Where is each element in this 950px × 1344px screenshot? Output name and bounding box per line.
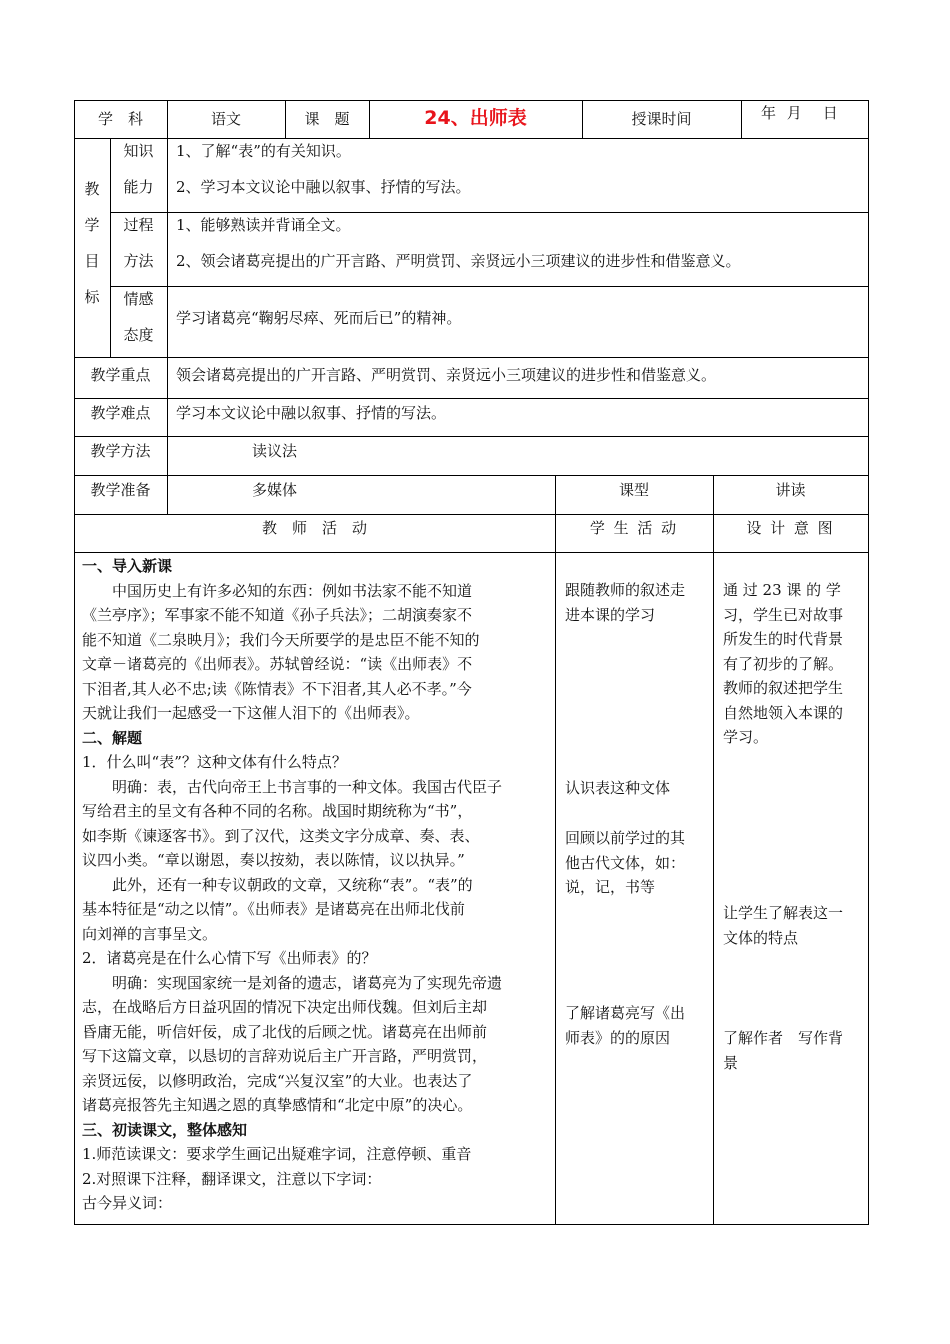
- prep-value: 多媒体: [252, 481, 298, 499]
- rule-method-bottom: [74, 475, 869, 476]
- time-value: 年 月 日: [761, 104, 841, 122]
- design-intent-block: [723, 578, 861, 750]
- rule-header-5: [741, 100, 742, 138]
- rule-goals-bottom: [74, 357, 869, 358]
- design-intent-block: [723, 901, 843, 950]
- teacher-activity-line: 中国历史上有许多必知的东西：例如书法家不能不知道: [82, 581, 473, 600]
- knowledge-label: 知识: [123, 142, 154, 160]
- method-label: 教学方法: [90, 442, 151, 460]
- goals-label-char: 教: [84, 180, 100, 198]
- cell-line: 文体的特点: [723, 928, 799, 947]
- cell-line: 了解诸葛亮写《出: [565, 1004, 686, 1022]
- teacher-activity-line: 1．什么叫“表”？这种文体有什么特点？: [82, 753, 347, 771]
- teacher-activity-line: 明确：表，古代向帝王上书言事的一种文体。我国古代臣子: [82, 777, 503, 796]
- rule-header-bottom: [74, 138, 869, 139]
- teacher-activity-line: 2.对照课下注释，翻译课文，注意以下字词：: [82, 1169, 382, 1188]
- design-intent-block: [723, 1026, 843, 1075]
- teacher-activity-line: 基本特征是“动之以情”。《出师表》是诸葛亮在出师北伐前: [82, 900, 465, 918]
- process-label: 方法: [123, 252, 154, 270]
- page-title: 24、出师表: [424, 107, 527, 129]
- teacher-activity-line: 天就让我们一起感受一下这催人泪下的《出师表》。: [82, 704, 420, 722]
- rule-prep-bottom: [74, 514, 869, 515]
- section-heading: 二、解题: [82, 728, 143, 747]
- teacher-activity-line: 写给君主的呈文有各种不同的名称。战国时期统称为“书”，: [82, 802, 473, 820]
- teacher-activity-body: [82, 554, 552, 1216]
- cell-line: 了解作者 写作背: [723, 1029, 844, 1047]
- design-intent-header: 设 计 意 图: [746, 519, 835, 537]
- rule-bottom: [74, 1224, 869, 1225]
- time-label: 授课时间: [631, 110, 692, 128]
- cell-line: 让学生了解表这一: [723, 904, 844, 922]
- emotion-label: 情感: [123, 290, 154, 308]
- student-activity-block: [565, 578, 685, 627]
- rule-col-student: [555, 475, 556, 1225]
- teacher-activity-line: 此外，还有一种专议朝政的文章，又统称“表”。“表”的: [82, 875, 473, 894]
- process-label: 过程: [123, 216, 154, 234]
- knowledge-line: 2、学习本文议论中融以叙事、抒情的写法。: [176, 178, 471, 196]
- teacher-activity-line: 2．诸葛亮是在什么心情下写《出师表》的？: [82, 949, 377, 967]
- cell-line: 景: [723, 1053, 739, 1072]
- goals-label-char: 学: [84, 216, 100, 234]
- rule-top: [74, 100, 869, 101]
- teacher-activity-line: 能不知道《二泉映月》；我们今天所要学的是忠臣不能不知的: [82, 630, 480, 649]
- cell-line: 他古代文体，如：: [565, 853, 686, 872]
- emotion-line: 学习诸葛亮“鞠躬尽瘁、死而后已”的精神。: [176, 309, 462, 327]
- teacher-activity-line: 文章－诸葛亮的《出师表》。苏轼曾经说：“读《出师表》不: [82, 655, 473, 673]
- cell-line: 学习。: [723, 728, 769, 746]
- method-value: 读议法: [252, 442, 298, 460]
- rule-keypoint-bottom: [74, 398, 869, 399]
- process-line: 1、能够熟读并背诵全文。: [176, 216, 351, 234]
- goals-label-char: 标: [84, 288, 100, 306]
- lesson-type-value: 讲读: [775, 481, 806, 499]
- teacher-activity-line: 诸葛亮报答先主知遇之恩的真挚感情和“北定中原”的决心。: [82, 1096, 473, 1114]
- student-activity-block: [565, 1001, 685, 1050]
- knowledge-label: 能力: [123, 178, 154, 196]
- teacher-activity-line: 志，在战略后方日益巩固的情况下决定出师伐魏。但刘后主却: [82, 998, 488, 1016]
- teacher-activity-header: 教 师 活 动: [261, 519, 367, 537]
- rule-difficulty-bottom: [74, 436, 869, 437]
- teacher-activity-line: 1.师范读课文：要求学生画记出疑难字词，注意停顿、重音: [82, 1145, 472, 1163]
- cell-line: 自然地领入本课的: [723, 703, 844, 722]
- rule-prep-inner: [167, 475, 168, 514]
- lesson-type-label: 课型: [618, 481, 649, 499]
- section-heading: 三、初读课文，整体感知: [82, 1120, 248, 1139]
- cell-line: 认识表这种文体: [565, 779, 671, 797]
- subject-label: 学 科: [97, 110, 143, 128]
- student-activity-block: [565, 826, 685, 900]
- teacher-activity-line: 如李斯《谏逐客书》。到了汉代，这类文字分成章、奏、表、: [82, 826, 480, 845]
- student-activity-header: 学 生 活 动: [589, 519, 679, 537]
- section-heading: 一、导入新课: [82, 557, 173, 575]
- rule-goals-1: [110, 212, 869, 213]
- cell-line: 习，学生已对故事: [723, 605, 844, 624]
- prep-label: 教学准备: [90, 481, 151, 499]
- rule-goals-2: [110, 286, 869, 287]
- goals-label-char: 目: [84, 252, 100, 270]
- cell-line: 进本课的学习: [565, 605, 656, 624]
- topic-label: 课 题: [304, 110, 350, 128]
- rule-right: [868, 100, 869, 1225]
- process-line: 2、领会诸葛亮提出的广开言路、严明赏罚、亲贤远小三项建议的进步性和借鉴意义。: [176, 252, 741, 270]
- teacher-activity-line: 《兰亭序》；军事家不能不知道《孙子兵法》；二胡演奏家不: [82, 606, 473, 624]
- cell-line: 师表》的的原因: [565, 1028, 671, 1047]
- teacher-activity-line: 写下这篇文章，以恳切的言辞劝说后主广开言路，严明赏罚，: [82, 1047, 488, 1065]
- emotion-label: 态度: [123, 326, 154, 344]
- key-point-value: 领会诸葛亮提出的广开言路、严明赏罚、亲贤远小三项建议的进步性和借鉴意义。: [176, 366, 717, 384]
- cell-line: 所发生的时代背景: [723, 630, 844, 648]
- rule-col-design: [713, 475, 714, 1225]
- key-point-label: 教学重点: [90, 366, 151, 384]
- cell-line: 通 过 23 课 的 学: [723, 581, 841, 599]
- cell-line: 回顾以前学过的其: [565, 829, 686, 847]
- rule-goals-inner: [167, 138, 168, 476]
- teacher-activity-line: 明确：实现国家统一是刘备的遗志，诸葛亮为了实现先帝遗: [82, 973, 503, 992]
- rule-columns-bottom: [74, 552, 869, 553]
- teacher-activity-line: 议四小类。“章以谢恩，奏以按劾，表以陈情，议以执异。”: [82, 851, 465, 869]
- cell-line: 说，记，书等: [565, 878, 656, 896]
- cell-line: 有了初步的了解。: [723, 654, 844, 673]
- difficulty-label: 教学难点: [90, 404, 151, 422]
- cell-line: 跟随教师的叙述走: [565, 581, 686, 599]
- subject-value: 语文: [210, 110, 241, 128]
- student-activity-block: [565, 776, 670, 801]
- teacher-activity-line: 昏庸无能，听信奸佞，成了北伐的后顾之忧。诸葛亮在出师前: [82, 1022, 488, 1041]
- difficulty-value: 学习本文议论中融以叙事、抒情的写法。: [176, 404, 447, 422]
- knowledge-line: 1、了解“表”的有关知识。: [176, 142, 351, 160]
- teacher-activity-line: 下泪者,其人必不忠;读《陈情表》不下泪者,其人必不孝。”今: [82, 679, 472, 698]
- teacher-activity-line: 古今异义词：: [82, 1194, 173, 1212]
- teacher-activity-line: 向刘禅的言事呈文。: [82, 924, 218, 943]
- cell-line: 教师的叙述把学生: [723, 679, 844, 697]
- teacher-activity-line: 亲贤远佞，以修明政治，完成“兴复汉室”的大业。也表达了: [82, 1071, 473, 1090]
